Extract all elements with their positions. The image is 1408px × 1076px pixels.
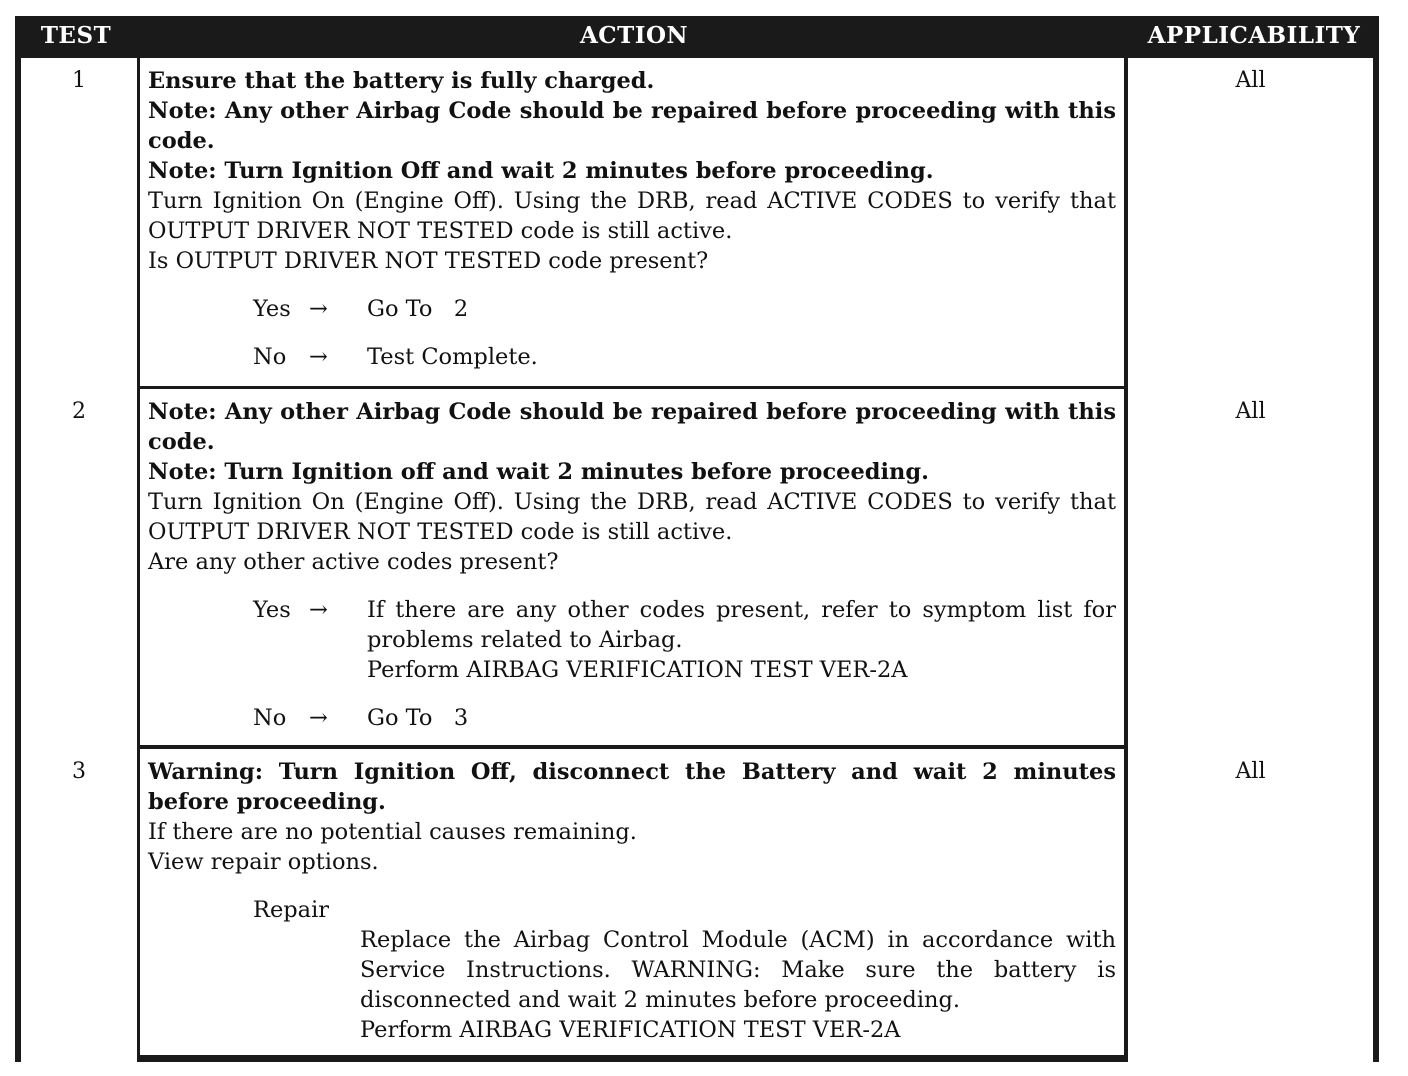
- warning-bold: Warning: Turn Ignition Off, disconnect the Battery and wait 2 minutes before proceeding.: [148, 759, 1116, 815]
- instruction-bold: Ensure that the battery is fully charged.: [148, 68, 655, 94]
- action-cell-2: [140, 389, 1124, 745]
- applicability-2: All: [1128, 389, 1373, 755]
- repair-perform: Perform AIRBAG VERIFICATION TEST VER-2A: [360, 1017, 901, 1043]
- header-applicability: APPLICABILITY: [1147, 22, 1361, 49]
- test-number-3: 3: [21, 749, 137, 1065]
- repair-label: Repair: [253, 897, 330, 923]
- note-bold: Note: Turn Ignition Off and wait 2 minutes before proceeding.: [148, 158, 934, 184]
- test-number-2: 2: [21, 389, 137, 755]
- diagnostic-table: [15, 16, 1379, 1062]
- question-text: Are any other active codes present?: [148, 549, 559, 575]
- applicability-3: All: [1128, 749, 1373, 1065]
- repair-text: Replace the Airbag Control Module (ACM) in accordance with Service Instructions. WARNING: Make sure the battery is disconnected and wait 2 minutes before proceeding.: [360, 927, 1116, 1013]
- option-no: No → Go To 3: [253, 705, 469, 731]
- option-yes: Yes → If there are any other codes present, refer to symptom list for problems related to Airbag. Perform AIRBAG VERIFICATION TEST VER-2A: [253, 597, 1116, 683]
- action-cell-1: [140, 58, 1124, 386]
- applicability-1: All: [1128, 58, 1373, 396]
- header-test: TEST: [40, 22, 112, 49]
- question-text: Is OUTPUT DRIVER NOT TESTED code present?: [148, 248, 709, 274]
- action-cell-3: [140, 749, 1124, 1055]
- option-yes: Yes → Go To 2: [253, 296, 469, 322]
- note-bold: Note: Any other Airbag Code should be repaired before proceeding with this code.: [148, 399, 1116, 455]
- test-number-1: 1: [21, 58, 137, 396]
- note-bold: Note: Any other Airbag Code should be repaired before proceeding with this code.: [148, 98, 1116, 154]
- option-no: No → Test Complete.: [253, 344, 538, 370]
- header-action: ACTION: [579, 22, 689, 49]
- instruction-text: If there are no potential causes remaining.: [148, 819, 637, 845]
- instruction-text: Turn Ignition On (Engine Off). Using the DRB, read ACTIVE CODES to verify that OUTPUT DRIVER NOT TESTED code is still active.: [148, 489, 1116, 545]
- note-bold: Note: Turn Ignition off and wait 2 minutes before proceeding.: [148, 459, 929, 485]
- instruction-text: View repair options.: [148, 849, 379, 875]
- instruction-text: Turn Ignition On (Engine Off). Using the DRB, read ACTIVE CODES to verify that OUTPUT DRIVER NOT TESTED code is still active.: [148, 188, 1116, 244]
